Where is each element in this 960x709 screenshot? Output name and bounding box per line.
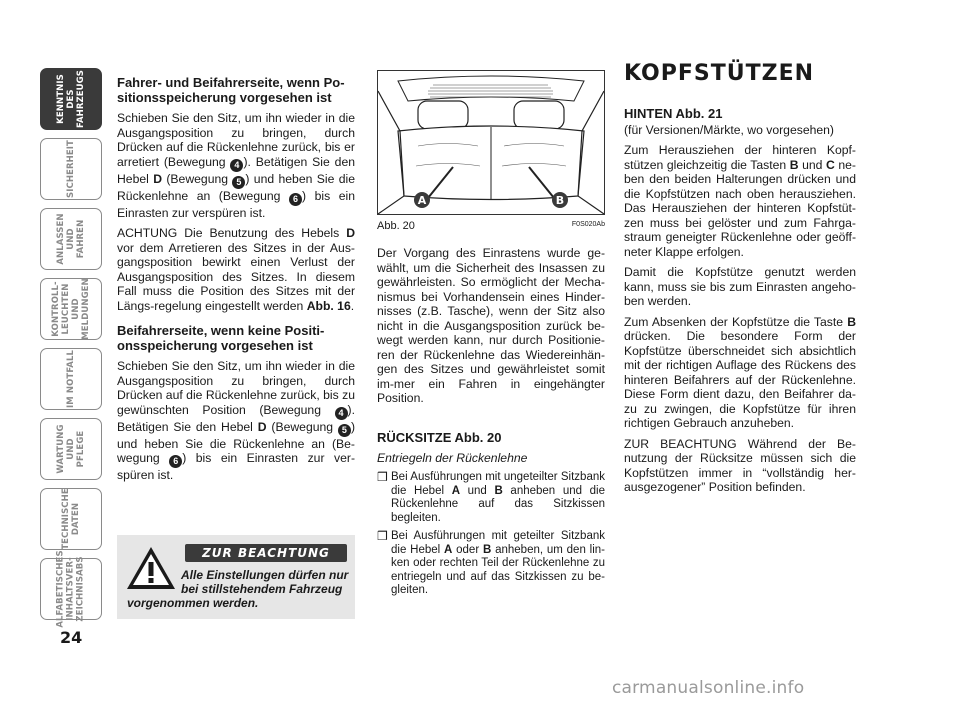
- tab-label: IM NOTFALL: [66, 350, 76, 408]
- tab-label: KONTROLL- LEUCHTEN UND MELDUNGEN: [51, 278, 91, 340]
- list-item: ❒ Bei Ausführungen mit ungeteilter Sitzbank die Hebel A und B anheben und die Rückenlehne auf das Sitzkissen begleiten.: [377, 470, 606, 524]
- paragraph: Schieben Sie den Sitz, um ihn wieder in die Ausgangsposition zu bringen, durch Drücken auf die Rückenlehne zurück, bis zu gewünschten Position (Bewegung 4 ). Betätigen Sie den Hebel D (Bewegung 5 ) und heben Sie die Rückenlehne an (Be-wegung 6 ) bis ein Einrasten zur ver-spüren ist.: [117, 359, 356, 482]
- tab-sicherheit[interactable]: [40, 138, 102, 200]
- rear-seat-illustration: [378, 71, 604, 214]
- step-number-icon: 5: [338, 424, 351, 437]
- warning-box: [117, 535, 355, 619]
- tab-label: ANLASSEN UND FAHREN: [56, 213, 86, 265]
- warning-text-continued: vorgenommen werden.: [127, 596, 259, 610]
- checkbox-bullet-icon: ❒: [377, 529, 388, 543]
- tab-wartung-und-pflege[interactable]: [40, 418, 102, 480]
- warning-text: Alle Einstellungen dürfen nur bei stillstehendem Fahrzeug: [181, 568, 349, 596]
- paragraph: Der Vorgang des Einrastens wurde ge-wählt, um die Sicherheit des Insassen zu gewährleisten. So ermöglicht der Mecha-nismus bei Vorhandensein eines Hinder-nisses (z.B. Tasche), wenn der Sitz also nicht in die Ausgangsposition zurück be-wegt werden kann, nur durch Positionie-ren der Rückenlehne das Wiedereinhän-gen des Sitzes und gewährleistet somit im-mer ein Fahren in eingehängter Position.: [377, 246, 605, 405]
- section-heading: HINTEN Abb. 21: [624, 105, 723, 121]
- checkbox-bullet-icon: ❒: [377, 470, 388, 484]
- step-number-icon: 6: [289, 193, 302, 206]
- warning-title: ZUR BEACHTUNG: [185, 544, 347, 562]
- section-heading: Beifahrerseite, wenn keine Positi-onsspeicherung vorgesehen ist: [117, 323, 325, 353]
- tab-im-notfall[interactable]: [40, 348, 102, 410]
- paragraph: Damit die Kopfstütze genutzt werden kann, muss sie bis zum Einrasten angeho-ben werden.: [624, 265, 856, 308]
- column-left: [117, 75, 355, 489]
- paragraph: (für Versionen/Märkte, wo vorgesehen): [624, 122, 834, 137]
- tab-label: SICHERHEIT: [66, 140, 76, 198]
- tab-technische-daten[interactable]: [40, 488, 102, 550]
- tab-label: TECHNISCHE DATEN: [61, 488, 82, 550]
- tab-alfabetisches-inhaltsverzeichnis[interactable]: [40, 550, 102, 628]
- paragraph: Zum Absenken der Kopfstütze die Taste B drücken. Die besondere Form der Kopfstütze überschneidet sich absichtlich mit der richtigen Auflage des Rückens des hinteren Beifahrers auf der Rückenlehne. Diese Form dient dazu, den Beifahrer da-zu zu zwingen, die Kopfstütze für ihren richtigen Gebrauch anzuheben.: [624, 314, 856, 430]
- figure-caption: Abb. 20: [377, 220, 415, 232]
- tab-label: WARTUNG UND PFLEGE: [56, 424, 86, 474]
- tab-label: KENNTNIS DES FAHRZEUGS: [56, 70, 86, 128]
- step-number-icon: 5: [232, 176, 245, 189]
- figure-caption-row: [377, 220, 605, 232]
- warning-triangle-icon: [125, 545, 177, 591]
- page-number: 24: [60, 628, 83, 647]
- tab-anlassen-und-fahren[interactable]: [40, 208, 102, 270]
- paragraph: Zum Herausziehen der hinteren Kopf-stützen gleichzeitig die Tasten B und C ne-ben den beiden Halterungen drücken und die Kopfstützen nach oben herausziehen. Das Herausziehen der hinteren Kopfstüt-zen muss bei gelöster und zum Fahrga-straum geneigter Rückenlehne oder geöff-neter Klappe erfolgen.: [624, 143, 856, 259]
- paragraph: ZUR BEACHTUNG Während der Be-nutzung der Rücksitze müssen sich die Kopfstützen immer in “vollständig her-ausgezogener” Position befinden.: [624, 436, 856, 494]
- column-middle: [377, 246, 605, 603]
- column-right: [624, 61, 856, 501]
- watermark: carmanualsonline.info: [612, 678, 805, 698]
- callout-a-label: A: [417, 194, 427, 207]
- subheading: Entriegeln der Rückenlehne: [377, 450, 528, 465]
- figure-rear-seat: [377, 70, 605, 215]
- paragraph: Schieben Sie den Sitz, um ihn wieder in die Ausgangsposition zu bringen, durch Drücken auf die Rückenlehne zurück, bis er arretiert (Bewegung 4 ). Betätigen Sie den Hebel D (Bewegung 5 ) und heben Sie die Rückenlehne an (Bewegung 6 ) bis ein Einrasten zur verspüren ist.: [117, 111, 355, 220]
- tab-kenntnis-des-fahrzeugs[interactable]: [40, 68, 102, 130]
- section-heading: Fahrer- und Beifahrerseite, wenn Po-sitionsspeicherung vorgesehen ist: [117, 75, 345, 105]
- step-number-icon: 4: [230, 159, 243, 172]
- step-number-icon: 4: [335, 407, 348, 420]
- tab-label: ALFABETISCHES INHALTSVER- ZEICHNISABS: [56, 550, 87, 628]
- step-number-icon: 6: [169, 455, 182, 468]
- tab-kontrollleuchten[interactable]: [40, 278, 102, 340]
- callout-b-label: B: [555, 194, 565, 207]
- list-item: ❒ Bei Ausführungen mit geteilter Sitzbank die Hebel A oder B anheben, um den lin-ken oder rechten Teil der Rückenlehne zu entriegeln und auf das Sitzkissen zu be-gleiten.: [377, 529, 605, 596]
- figure-code: F0S020Ab: [571, 221, 605, 228]
- paragraph: ACHTUNG Die Benutzung des Hebels D vor dem Arretieren des Sitzes in der Aus-gangsposition bewirkt einen Verlust der Ausgangsposition des Sitzes. In diesem Fall muss die Position des Sitzes mit der Längs-regelung eingestellt werden Abb. 16.: [117, 226, 355, 313]
- section-heading: RÜCKSITZE Abb. 20: [377, 429, 502, 445]
- page-title: KOPFSTÜTZEN: [624, 61, 815, 86]
